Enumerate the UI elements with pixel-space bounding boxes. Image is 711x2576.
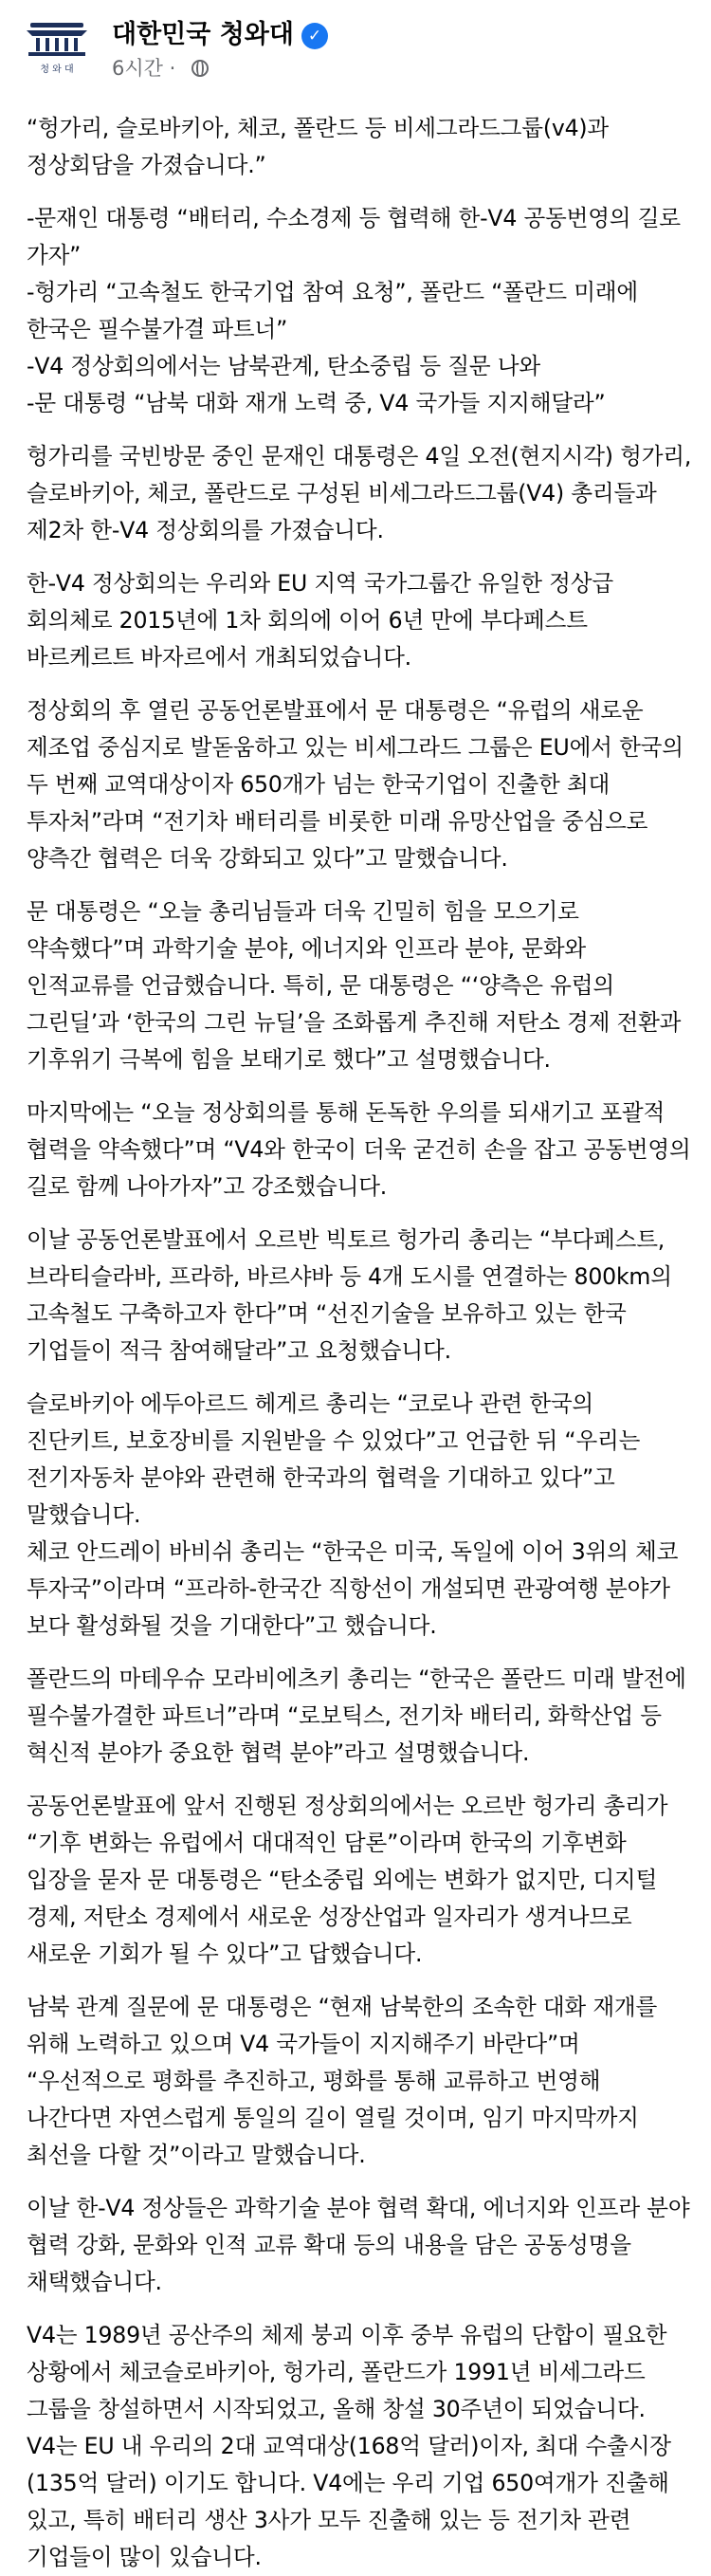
post-paragraph: 공동언론발표에 앞서 진행된 정상회의에서는 오르반 헝가리 총리가 “기후 변화는 유럽에서 대대적인 담론”이라며 한국의 기후변화 입장을 묻자 문 대통령은 “탄소중립 외에는 변화가 없지만, 디지털 경제, 저탄소 경제에서 새로운 성장산업과 일자리가 생겨나므로 새로운 기회가 될 수 있다”고 답했습니다.	[27, 1793, 668, 1967]
cheongwadae-emblem-icon[interactable]	[21, 19, 93, 80]
page-name-label[interactable]: 대한민국 청와대	[112, 20, 294, 49]
post-meta: 6시간 ·	[112, 53, 209, 82]
post-paragraph: 마지막에는 “오늘 정상회의를 통해 돈독한 우의를 되새기고 포괄적 협력을 약속했다”며 “V4와 한국이 더욱 굳건히 손을 잡고 공동번영의 길로 함께 나아가자”고 강조했습니다.	[27, 1099, 691, 1200]
post-paragraph: 폴란드의 마테우슈 모라비에츠키 총리는 “한국은 폴란드 미래 발전에 필수불가결한 파트너”라며 “로보틱스, 전기차 배터리, 화학산업 등 혁신적 분야가 중요한 협력 분야”라고 설명했습니다.	[27, 1665, 686, 1766]
post-body	[0, 110, 711, 2576]
post-paragraph: 이날 공동언론발표에서 오르반 빅토르 헝가리 총리는 “부다페스트, 브라티슬라바, 프라하, 바르샤바 등 4개 도시를 연결하는 800km의 고속철도 구축하고자 한다”며 “선진기술을 보유하고 있는 한국 기업들이 적극 참여해달라”고 요청했습니다.	[27, 1226, 672, 1364]
post-time[interactable]: 6시간	[112, 57, 163, 80]
post-paragraph: -문재인 대통령 “배터리, 수소경제 등 협력해 한-V4 공동번영의 길로 가자” -헝가리 “고속철도 한국기업 참여 요청”, 폴란드 “폴란드 미래에 한국은 필수불가결 파트너” -V4 정상회의에서는 남북관계, 탄소중립 등 질문 나와 -문 대통령 “남북 대화 재개 노력 중, V4 국가들 지지해달라”	[27, 205, 681, 416]
globe-icon	[191, 60, 209, 77]
post-paragraph: “헝가리, 슬로바키아, 체코, 폴란드 등 비세그라드그룹(v4)과 정상회담을 가졌습니다.”	[27, 115, 610, 178]
post-paragraph: 남북 관계 질문에 문 대통령은 “현재 남북한의 조속한 대화 재개를 위해 노력하고 있으며 V4 국가들이 지지해주기 바란다”며 “우선적으로 평화를 추진하고, 평화를 통해 교류하고 번영해 나간다면 자연스럽게 통일의 길이 열릴 것이며, 임기 마지막까지 최선을 다할 것”이라고 말했습니다.	[27, 1994, 658, 2168]
post-paragraph: V4는 1989년 공산주의 체제 붕괴 이후 중부 유럽의 단합이 필요한 상황에서 체코슬로바키아, 헝가리, 폴란드가 1991년 비세그라드 그룹을 창설하면서 시작되었고, 올해 창설 30주년이 되었습니다. V4는 EU 내 우리의 2대 교역대상(168억 달러)이자, 최대 수출시장(135억 달러) 이기도 합니다. V4에는 우리 기업 650여개가 진출해 있고, 특히 배터리 생산 3사가 모두 진출해 있는 등 전기차 관련 기업들이 많이 있습니다.	[27, 2322, 671, 2570]
post-paragraph: 슬로바키아 에두아르드 헤게르 총리는 “코로나 관련 한국의 진단키트, 보호장비를 지원받을 수 있었다”고 언급한 뒤 “우리는 전기자동차 분야와 관련해 한국과의 협력을 기대하고 있다”고 말했습니다. 체코 안드레이 바비쉬 총리는 “한국은 미국, 독일에 이어 3위의 체코 투자국”이라며 “프라하-한국간 직항선이 개설되면 관광여행 분야가 보다 활성화될 것을 기대한다”고 했습니다.	[27, 1390, 679, 1639]
post-header	[0, 0, 711, 104]
post-paragraph: 헝가리를 국빈방문 중인 문재인 대통령은 4일 오전(현지시각) 헝가리, 슬로바키아, 체코, 폴란드로 구성된 비세그라드그룹(V4) 총리들과 제2차 한-V4 정상회의를 가졌습니다.	[27, 443, 692, 543]
post-paragraph: 정상회의 후 열린 공동언론발표에서 문 대통령은 “유럽의 새로운 제조업 중심지로 발돋움하고 있는 비세그라드 그룹은 EU에서 한국의 두 번째 교역대상이자 650개가 넘는 한국기업이 진출한 최대 투자처”라며 “전기차 배터리를 비롯한 미래 유망산업을 중심으로 양측간 협력은 더욱 강화되고 있다”고 말했습니다.	[27, 697, 684, 872]
verified-badge-icon: ✓	[301, 23, 328, 49]
post-paragraph: 이날 한-V4 정상들은 과학기술 분야 협력 확대, 에너지와 인프라 분야 협력 강화, 문화와 인적 교류 확대 등의 내용을 담은 공동성명을 채택했습니다.	[27, 2195, 690, 2295]
post-paragraph: 문 대통령은 “오늘 총리님들과 더욱 긴밀히 힘을 모으기로 약속했다”며 과학기술 분야, 에너지와 인프라 분야, 문화와 인적교류를 언급했습니다. 특히, 문 대통령은 “‘양측은 유럽의 그린딜’과 ‘한국의 그린 뉴딜’을 조화롭게 추진해 저탄소 경제 전환과 기후위기 극복에 힘을 보태기로 했다”고 설명했습니다.	[27, 898, 682, 1073]
page-name[interactable]	[112, 13, 328, 50]
logo-caption: 청 와 대	[40, 64, 74, 75]
post-paragraph: 한-V4 정상회의는 우리와 EU 지역 국가그룹간 유일한 정상급 회의체로 2015년에 1차 회의에 이어 6년 만에 부다페스트 바르케르트 바자르에서 개최되었습니다.	[27, 570, 613, 671]
